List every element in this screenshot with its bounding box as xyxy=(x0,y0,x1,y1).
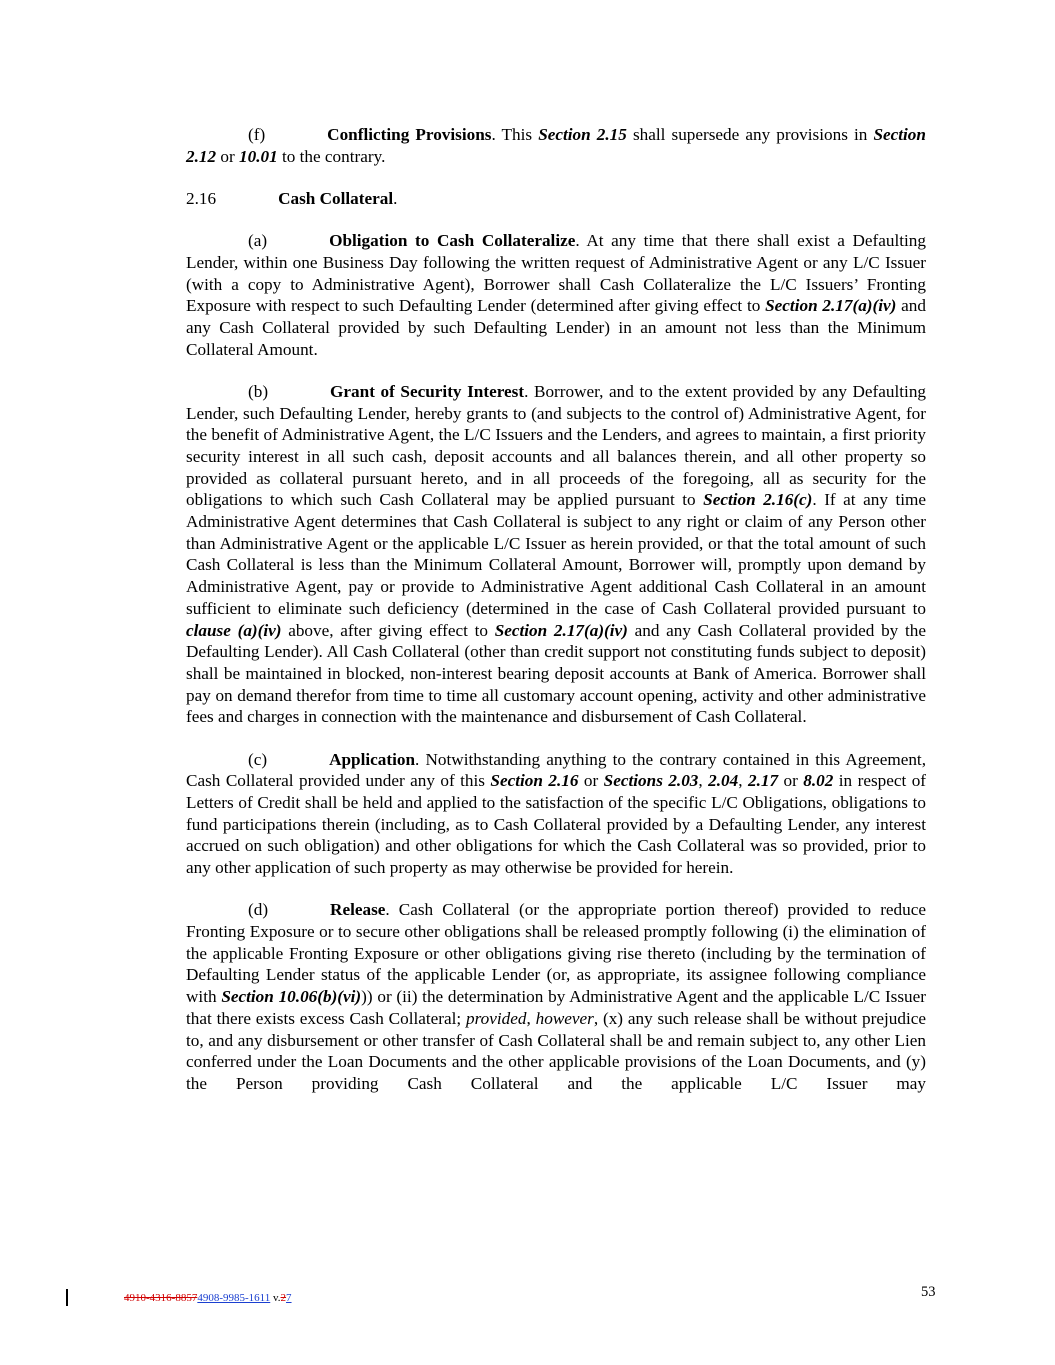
text: . Cash Collateral (or the appropriate portion thereof) provided to reduce Fronting Exposure or to secure other obligations shall be released promptly following (i) the elimination of the applicable Fronting Exposure or other obligations giving rise thereto (including by the termination of Defaulting Lender status of the applicable Lender (or, as appropriate, its assignee following compliance with xyxy=(186,900,926,1007)
text: . Borrower, and to the extent provided by any Defaulting Lender, such Defaulting Lender, hereby grants to (and subjects to the control of) Administrative Agent, for the benefit of Administrative Agent, the L/C Issuers and the Lenders, and agrees to maintain, a first priority security interest in all such cash, deposit accounts and all balances therein, and all other property so provided as collateral pursuant hereto, and in all proceeds of the foregoing, all as security for the obligations to which such Cash Collateral may be applied pursuant to xyxy=(186,381,927,510)
document-body xyxy=(186,124,926,1115)
text: , xyxy=(526,1008,536,1028)
text: , (x) any such release shall be without prejudice to, and any disbursement or other transfer of Cash Collateral shall be and remain subject to, any other Lien conferred under the Loan Documents and the other applicable provisions of the Loan Documents, and (y) the Person providing Cash Collateral and the applicable L/C Issuer may xyxy=(186,1008,926,1093)
text: and any Cash Collateral provided by such Defaulting Lender) in an amount not less than the Minimum Collateral Amount. xyxy=(186,296,926,359)
text: to the contrary. xyxy=(277,146,386,166)
section-ref: Section 10.06(b)(vi) xyxy=(221,987,362,1007)
clause-number: (c) xyxy=(248,749,268,769)
inserted-version: 7 xyxy=(286,1292,292,1304)
clause-heading: Application xyxy=(329,749,416,769)
clause-heading: Release xyxy=(330,900,386,920)
section-ref: Sections 2.03 xyxy=(603,771,699,791)
section-ref: Section 2.17(a)(iv) xyxy=(494,620,628,640)
text: . Notwithstanding anything to the contrary contained in this Agreement, Cash Collateral provided under any of this xyxy=(186,749,926,791)
paragraph-b xyxy=(186,381,926,728)
change-bar xyxy=(66,1289,68,1306)
section-number: 2.16 xyxy=(186,188,217,208)
text: above, after giving effect to xyxy=(281,620,495,640)
text: . This xyxy=(491,125,539,144)
paragraph-a xyxy=(186,230,926,360)
clause-number: (d) xyxy=(248,900,269,920)
text: or xyxy=(216,146,239,166)
section-ref: Section 2.12 xyxy=(186,125,926,166)
deleted-version: 2 xyxy=(280,1292,287,1304)
clause-number: (f) xyxy=(248,125,266,144)
inserted-doc-id: 4908-9985-1611 xyxy=(197,1292,271,1304)
text: or xyxy=(778,771,804,791)
page-number: 53 xyxy=(921,1284,936,1300)
paragraph-f xyxy=(186,124,926,167)
text: in respect of Letters of Credit shall be held and applied to the satisfaction of the specific L/C Obligations, obligations to fund participations therein (including, as to Cash Collateral provided by a Defaulting Lender, any interest accrued on such obligation) and other obligations for which the Cash Collateral was so provided, prior to any other application of such property as may otherwise be provided for herein. xyxy=(186,771,927,878)
document-id xyxy=(124,1292,292,1304)
section-ref: Section 2.16 xyxy=(490,771,579,791)
section-ref: Section 2.17(a)(iv) xyxy=(765,296,897,316)
section-ref: 8.02 xyxy=(803,771,834,791)
clause-heading: Grant of Security Interest xyxy=(330,381,525,401)
text: , xyxy=(698,771,709,791)
text: )) or (ii) the determination by Administrative Agent and the applicable L/C Issuer that there exists excess Cash Collateral; xyxy=(186,987,926,1028)
text: and any Cash Collateral provided by the Defaulting Lender). All Cash Collateral (other than credit support not constituting funds subject to deposit) shall be maintained in blocked, non-interest bearing deposit accounts at Bank of America. Borrower shall pay on demand therefor from time to time all customary account opening, activity and other administrative fees and charges in connection with the maintenance and disbursement of Cash Collateral. xyxy=(186,620,926,727)
paragraph-d xyxy=(186,899,926,1094)
text: , xyxy=(738,771,748,791)
clause-ref: clause (a)(iv) xyxy=(186,620,282,640)
section-2-16-heading xyxy=(186,188,926,210)
text: shall supersede any provisions in xyxy=(626,125,874,144)
deleted-doc-id: 4910-4316-8857 xyxy=(124,1292,198,1304)
text: or xyxy=(578,771,604,791)
section-title: Cash Collateral xyxy=(278,188,394,208)
text: . If at any time Administrative Agent determines that Cash Collateral is subject to any right or claim of any Person other than Administrative Agent or the applicable L/C Issuer as herein provided, or that the total amount of such Cash Collateral is less than the Minimum Collateral Amount, Borrower will, promptly upon demand by Administrative Agent, pay or provide to Administrative Agent additional Cash Collateral in an amount sufficient to eliminate such deficiency (determined in the case of Cash Collateral provided pursuant to xyxy=(186,490,926,618)
clause-number: (b) xyxy=(248,381,269,401)
italic-term: however xyxy=(535,1008,594,1028)
section-ref: Section 2.15 xyxy=(538,125,627,144)
clause-number: (a) xyxy=(248,231,268,251)
italic-term: provided xyxy=(466,1008,527,1028)
text: . xyxy=(393,188,398,208)
section-ref: 2.17 xyxy=(747,771,779,791)
clause-heading: Conflicting Provisions xyxy=(327,125,492,144)
clause-heading: Obligation to Cash Collateralize xyxy=(329,231,576,251)
section-ref: Section 2.16(c) xyxy=(703,490,813,510)
section-ref: 10.01 xyxy=(239,146,278,166)
text: . At any time that there shall exist a Defaulting Lender, within one Business Day following the written request of Administrative Agent or any L/C Issuer (with a copy to Administrative Agent), Borrower shall Cash Collateralize the L/C Issuers’ Fronting Exposure with respect to such Defaulting Lender (determined after giving effect to xyxy=(186,231,926,316)
paragraph-c xyxy=(186,749,926,879)
version-prefix: v. xyxy=(270,1292,281,1304)
section-ref: 2.04 xyxy=(708,771,739,791)
